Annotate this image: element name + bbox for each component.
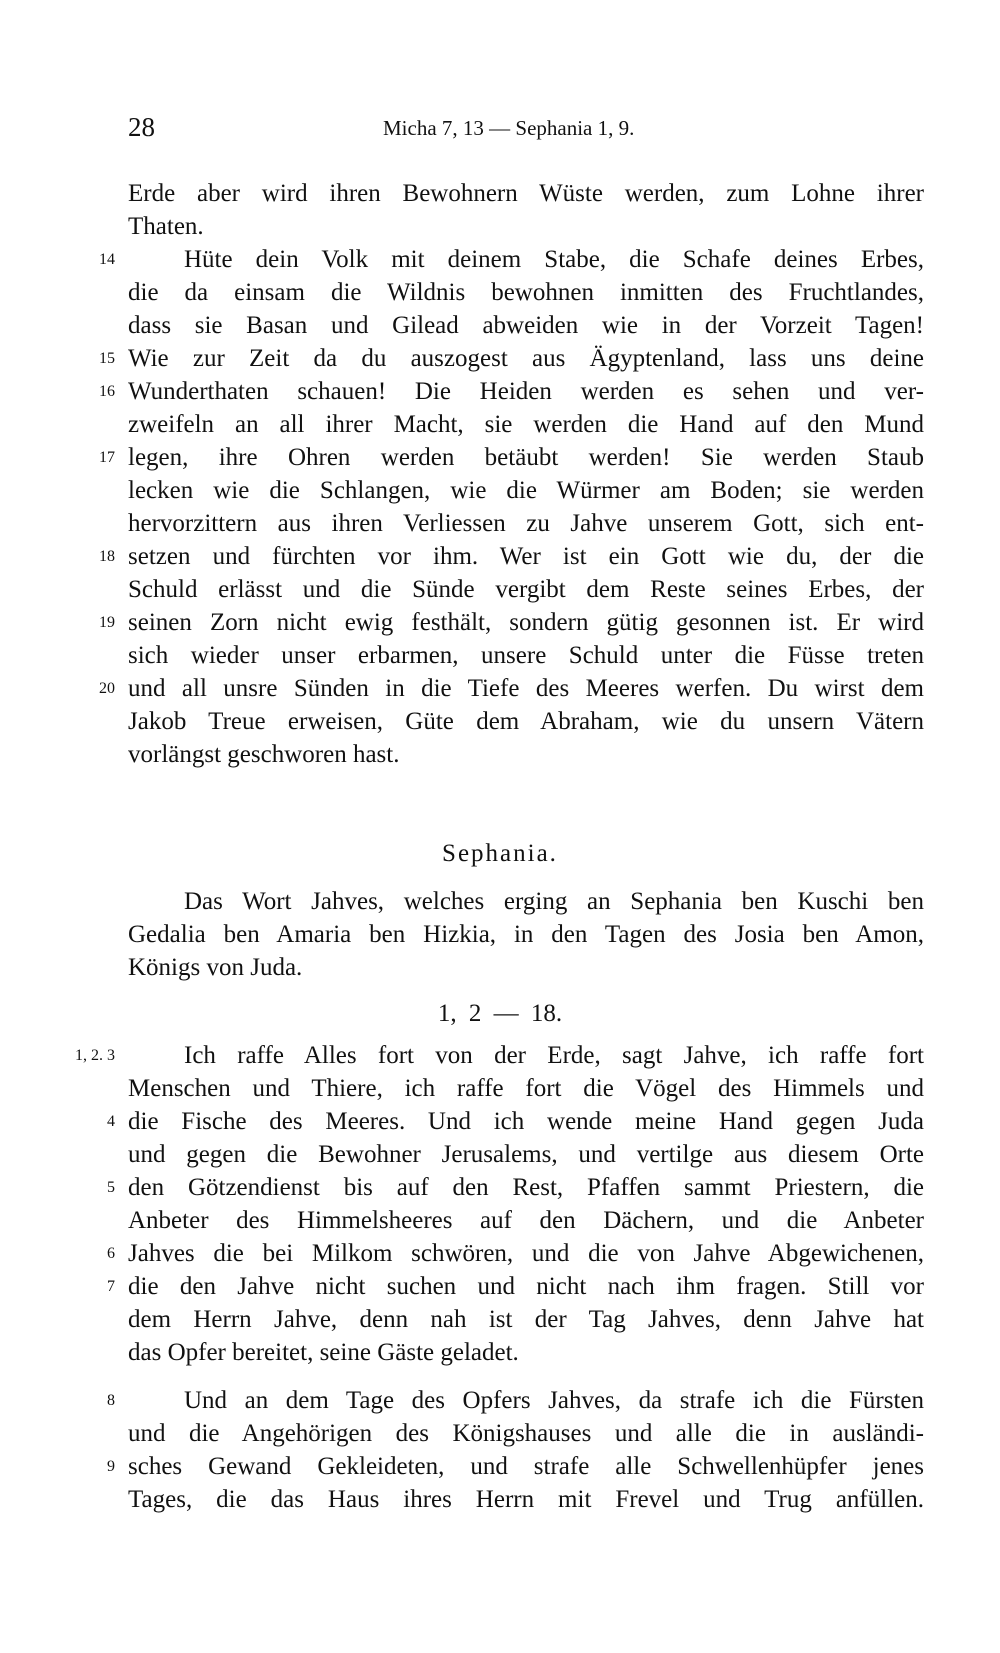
text-line: Tages, die das Haus ihres Herrn mit Frevel und Trug anfüllen. xyxy=(128,1486,924,1513)
verse-number: 17 xyxy=(99,449,115,466)
text-line: sches Gewand Gekleideten, und strafe alle Schwellenhüpfer jenes xyxy=(128,1453,924,1480)
text-line: Ich raffe Alles fort von der Erde, sagt Jahve, ich raffe fort xyxy=(184,1042,924,1069)
text-line: setzen und fürchten vor ihm. Wer ist ein Gott wie du, der die xyxy=(128,543,924,570)
text-line: den Götzendienst bis auf den Rest, Pfaffen sammt Priestern, die xyxy=(128,1174,924,1201)
verse-number: 20 xyxy=(99,680,115,697)
running-head: Micha 7, 13 — Sephania 1, 9. xyxy=(383,116,635,140)
verse-number: 7 xyxy=(107,1278,115,1295)
text-line: die Fische des Meeres. Und ich wende meine Hand gegen Juda xyxy=(128,1108,924,1135)
verse-number: 6 xyxy=(107,1245,115,1262)
text-line: vorlängst geschworen hast. xyxy=(128,741,400,768)
verse-number: 1, 2. 3 xyxy=(75,1047,115,1064)
text-line: und gegen die Bewohner Jerusalems, und vertilge aus diesem Orte xyxy=(128,1141,924,1168)
verse-number: 8 xyxy=(107,1392,115,1409)
text-line: und all unsre Sünden in die Tiefe des Meeres werfen. Du wirst dem xyxy=(128,675,924,702)
text-line: Thaten. xyxy=(128,213,204,240)
text-line: lecken wie die Schlangen, wie die Würmer am Boden; sie werden xyxy=(128,477,924,504)
verse-number: 16 xyxy=(99,383,115,400)
text-line: und die Angehörigen des Königshauses und alle die in ausländi- xyxy=(128,1420,924,1447)
text-line: Anbeter des Himmelsheeres auf den Dächern, und die Anbeter xyxy=(128,1207,924,1234)
text-line: die den Jahve nicht suchen und nicht nach ihm fragen. Still vor xyxy=(128,1273,924,1300)
text-line: die da einsam die Wildnis bewohnen inmitten des Fruchtlandes, xyxy=(128,279,924,306)
text-line: Wunderthaten schauen! Die Heiden werden es sehen und ver- xyxy=(128,378,924,405)
text-line: Menschen und Thiere, ich raffe fort die Vögel des Himmels und xyxy=(128,1075,924,1102)
pericope-heading: 1, 2 — 18. xyxy=(437,1000,563,1027)
text-line: Schuld erlässt und die Sünde vergibt dem Reste seines Erbes, der xyxy=(128,576,924,603)
text-line: dass sie Basan und Gilead abweiden wie in der Vorzeit Tagen! xyxy=(128,312,924,339)
page-header xyxy=(128,112,928,152)
section-title: Sephania. xyxy=(442,840,558,867)
text-line: Königs von Juda. xyxy=(128,954,303,981)
verse-number: 9 xyxy=(107,1458,115,1475)
text-line: Hüte dein Volk mit deinem Stabe, die Schafe deines Erbes, xyxy=(184,246,924,273)
text-line: Erde aber wird ihren Bewohnern Wüste werden, zum Lohne ihrer xyxy=(128,180,924,207)
page-number: 28 xyxy=(128,112,155,142)
text-line: Gedalia ben Amaria ben Hizkia, in den Tagen des Josia ben Amon, xyxy=(128,921,924,948)
verse-number: 5 xyxy=(107,1179,115,1196)
text-line: legen, ihre Ohren werden betäubt werden! Sie werden Staub xyxy=(128,444,924,471)
text-line: seinen Zorn nicht ewig festhält, sondern gütig gesonnen ist. Er wird xyxy=(128,609,924,636)
verse-number: 4 xyxy=(107,1113,115,1130)
text-line: Das Wort Jahves, welches erging an Sephania ben Kuschi ben xyxy=(184,888,924,915)
text-line: sich wieder unser erbarmen, unsere Schuld unter die Füsse treten xyxy=(128,642,924,669)
verse-number: 18 xyxy=(99,548,115,565)
verse-number: 14 xyxy=(99,251,115,268)
text-line: das Opfer bereitet, seine Gäste geladet. xyxy=(128,1339,519,1366)
text-line: dem Herrn Jahve, denn nah ist der Tag Jahves, denn Jahve hat xyxy=(128,1306,924,1333)
text-line: zweifeln an all ihrer Macht, sie werden die Hand auf den Mund xyxy=(128,411,924,438)
text-line: Wie zur Zeit da du auszogest aus Ägyptenland, lass uns deine xyxy=(128,345,924,372)
verse-number: 19 xyxy=(99,614,115,631)
text-line: Jakob Treue erweisen, Güte dem Abraham, wie du unsern Vätern xyxy=(128,708,924,735)
text-line: Jahves die bei Milkom schwören, und die von Jahve Abgewichenen, xyxy=(128,1240,924,1267)
verse-number: 15 xyxy=(99,350,115,367)
text-line: Und an dem Tage des Opfers Jahves, da strafe ich die Fürsten xyxy=(184,1387,924,1414)
text-line: hervorzittern aus ihren Verliessen zu Jahve unserem Gott, sich ent- xyxy=(128,510,924,537)
